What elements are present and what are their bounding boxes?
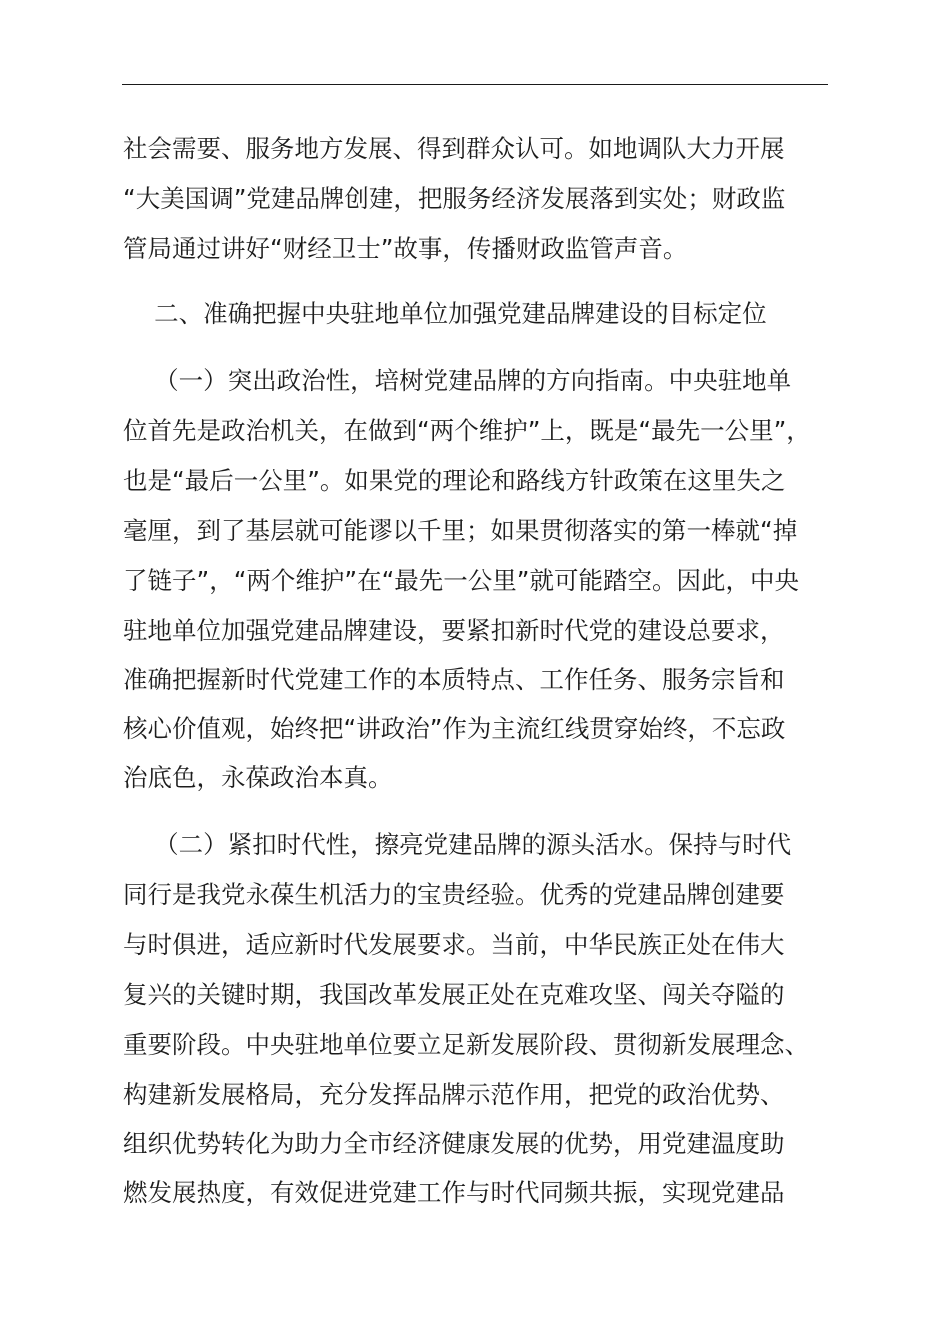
text-line: 核心价值观，始终把“讲政治”作为主流红线贯穿始终，不忘政 — [123, 714, 786, 743]
text-line: 位首先是政治机关，在做到“两个维护”上，既是“最先一公里”， — [123, 416, 811, 445]
text-line: 也是“最后一公里”。如果党的理论和路线方针政策在这里失之 — [123, 466, 786, 495]
text-line: 组织优势转化为助力全市经济健康发展的优势，用党建温度助 — [123, 1129, 785, 1158]
text-line: 毫厘，到了基层就可能谬以千里；如果贯彻落实的第一棒就“掉 — [123, 516, 798, 545]
text-line: 重要阶段。中央驻地单位要立足新发展阶段、贯彻新发展理念、 — [123, 1030, 809, 1059]
section-heading: 二、准确把握中央驻地单位加强党建品牌建设的目标定位 — [123, 299, 767, 328]
text-line: 社会需要、服务地方发展、得到群众认可。如地调队大力开展 — [123, 134, 785, 163]
header-rule — [122, 84, 828, 85]
text-line: 了链子”，“两个维护”在“最先一公里”就可能踏空。因此，中央 — [123, 566, 799, 595]
text-line: （一）突出政治性，培树党建品牌的方向指南。中央驻地单 — [123, 366, 792, 395]
text-line: 治底色，永葆政治本真。 — [123, 763, 393, 792]
text-line: 与时俱进，适应新时代发展要求。当前，中华民族正处在伟大 — [123, 930, 785, 959]
text-line: 准确把握新时代党建工作的本质特点、工作任务、服务宗旨和 — [123, 665, 785, 694]
text-line: 同行是我党永葆生机活力的宝贵经验。优秀的党建品牌创建要 — [123, 880, 785, 909]
text-line: 复兴的关键时期，我国改革发展正处在克难攻坚、闯关夺隘的 — [123, 980, 785, 1009]
text-line: 驻地单位加强党建品牌建设，要紧扣新时代党的建设总要求， — [123, 616, 785, 645]
text-line: 燃发展热度，有效促进党建工作与时代同频共振，实现党建品 — [123, 1178, 785, 1207]
text-line: 管局通过讲好“财经卫士”故事，传播财政监管声音。 — [123, 234, 688, 263]
text-line: “大美国调”党建品牌创建，把服务经济发展落到实处；财政监 — [123, 184, 786, 213]
text-line: （二）紧扣时代性，擦亮党建品牌的源头活水。保持与时代 — [123, 830, 792, 859]
text-line: 构建新发展格局，充分发挥品牌示范作用，把党的政治优势、 — [123, 1080, 785, 1109]
